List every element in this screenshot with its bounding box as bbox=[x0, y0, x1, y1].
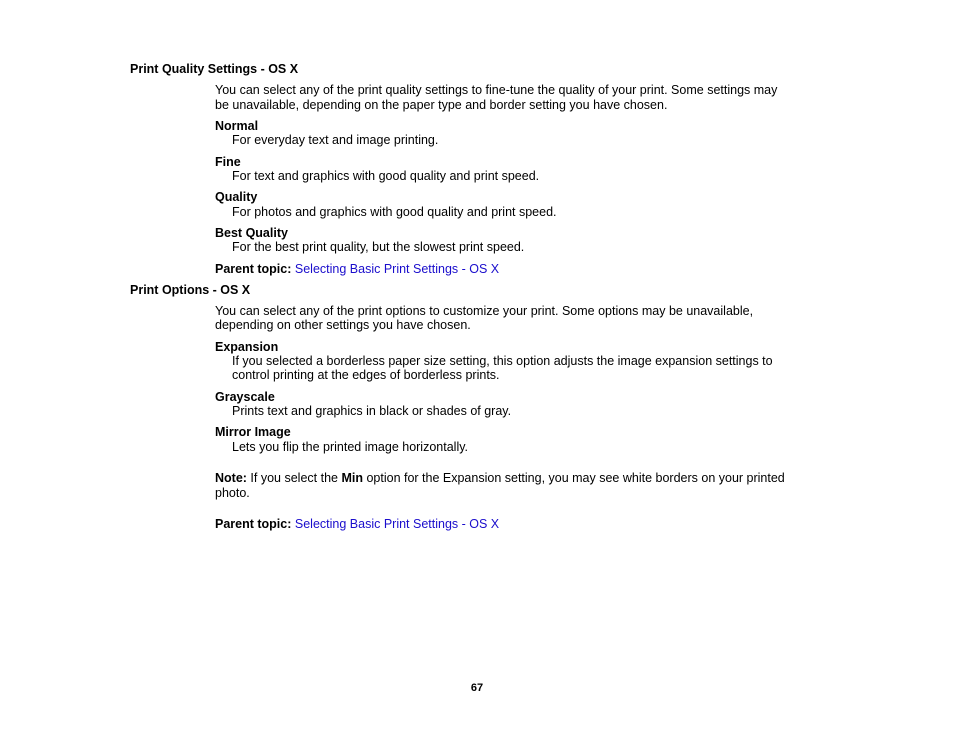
term-description: If you selected a borderless paper size setting, this option adjusts the image expansion settings to bbox=[232, 354, 773, 368]
note-label: Note: bbox=[215, 471, 247, 485]
term-grayscale: Grayscale bbox=[215, 390, 275, 404]
note-emphasis: Min bbox=[341, 471, 363, 485]
section-heading-print-quality: Print Quality Settings - OS X bbox=[130, 62, 299, 76]
note bbox=[215, 471, 785, 486]
parent-topic-label: Parent topic: bbox=[215, 262, 292, 276]
term-description: Prints text and graphics in black or shades of gray. bbox=[232, 404, 512, 418]
parent-topic-link[interactable]: Selecting Basic Print Settings - OS X bbox=[294, 517, 500, 531]
parent-topic-label: Parent topic: bbox=[215, 517, 292, 531]
intro-text: You can select any of the print quality settings to fine-tune the quality of your print. Some settings may bbox=[215, 83, 778, 97]
term-description: For everyday text and image printing. bbox=[232, 133, 439, 147]
term-fine: Fine bbox=[215, 155, 241, 169]
term-expansion: Expansion bbox=[215, 340, 279, 354]
intro-text: be unavailable, depending on the paper type and border setting you have chosen. bbox=[215, 98, 668, 112]
term-description: For text and graphics with good quality and print speed. bbox=[232, 169, 540, 183]
parent-topic bbox=[215, 262, 499, 277]
parent-topic bbox=[215, 517, 499, 532]
note-text: If you select the bbox=[246, 471, 342, 485]
intro-text: You can select any of the print options to customize your print. Some options may be unavailable, bbox=[215, 304, 754, 318]
page-number: 67 bbox=[470, 682, 484, 694]
intro-text: depending on other settings you have chosen. bbox=[215, 318, 471, 332]
term-best-quality: Best Quality bbox=[215, 226, 288, 240]
note-text: photo. bbox=[215, 486, 250, 500]
term-description: Lets you flip the printed image horizontally. bbox=[232, 440, 469, 454]
term-mirror-image: Mirror Image bbox=[215, 425, 291, 439]
term-normal: Normal bbox=[215, 119, 259, 133]
parent-topic-link[interactable]: Selecting Basic Print Settings - OS X bbox=[294, 262, 500, 276]
term-description: For photos and graphics with good quality and print speed. bbox=[232, 205, 557, 219]
section-heading-print-options: Print Options - OS X bbox=[130, 283, 251, 297]
term-quality: Quality bbox=[215, 190, 258, 204]
term-description: control printing at the edges of borderless prints. bbox=[232, 368, 500, 382]
note-text: option for the Expansion setting, you may see white borders on your printed bbox=[362, 471, 785, 485]
term-description: For the best print quality, but the slowest print speed. bbox=[232, 240, 525, 254]
